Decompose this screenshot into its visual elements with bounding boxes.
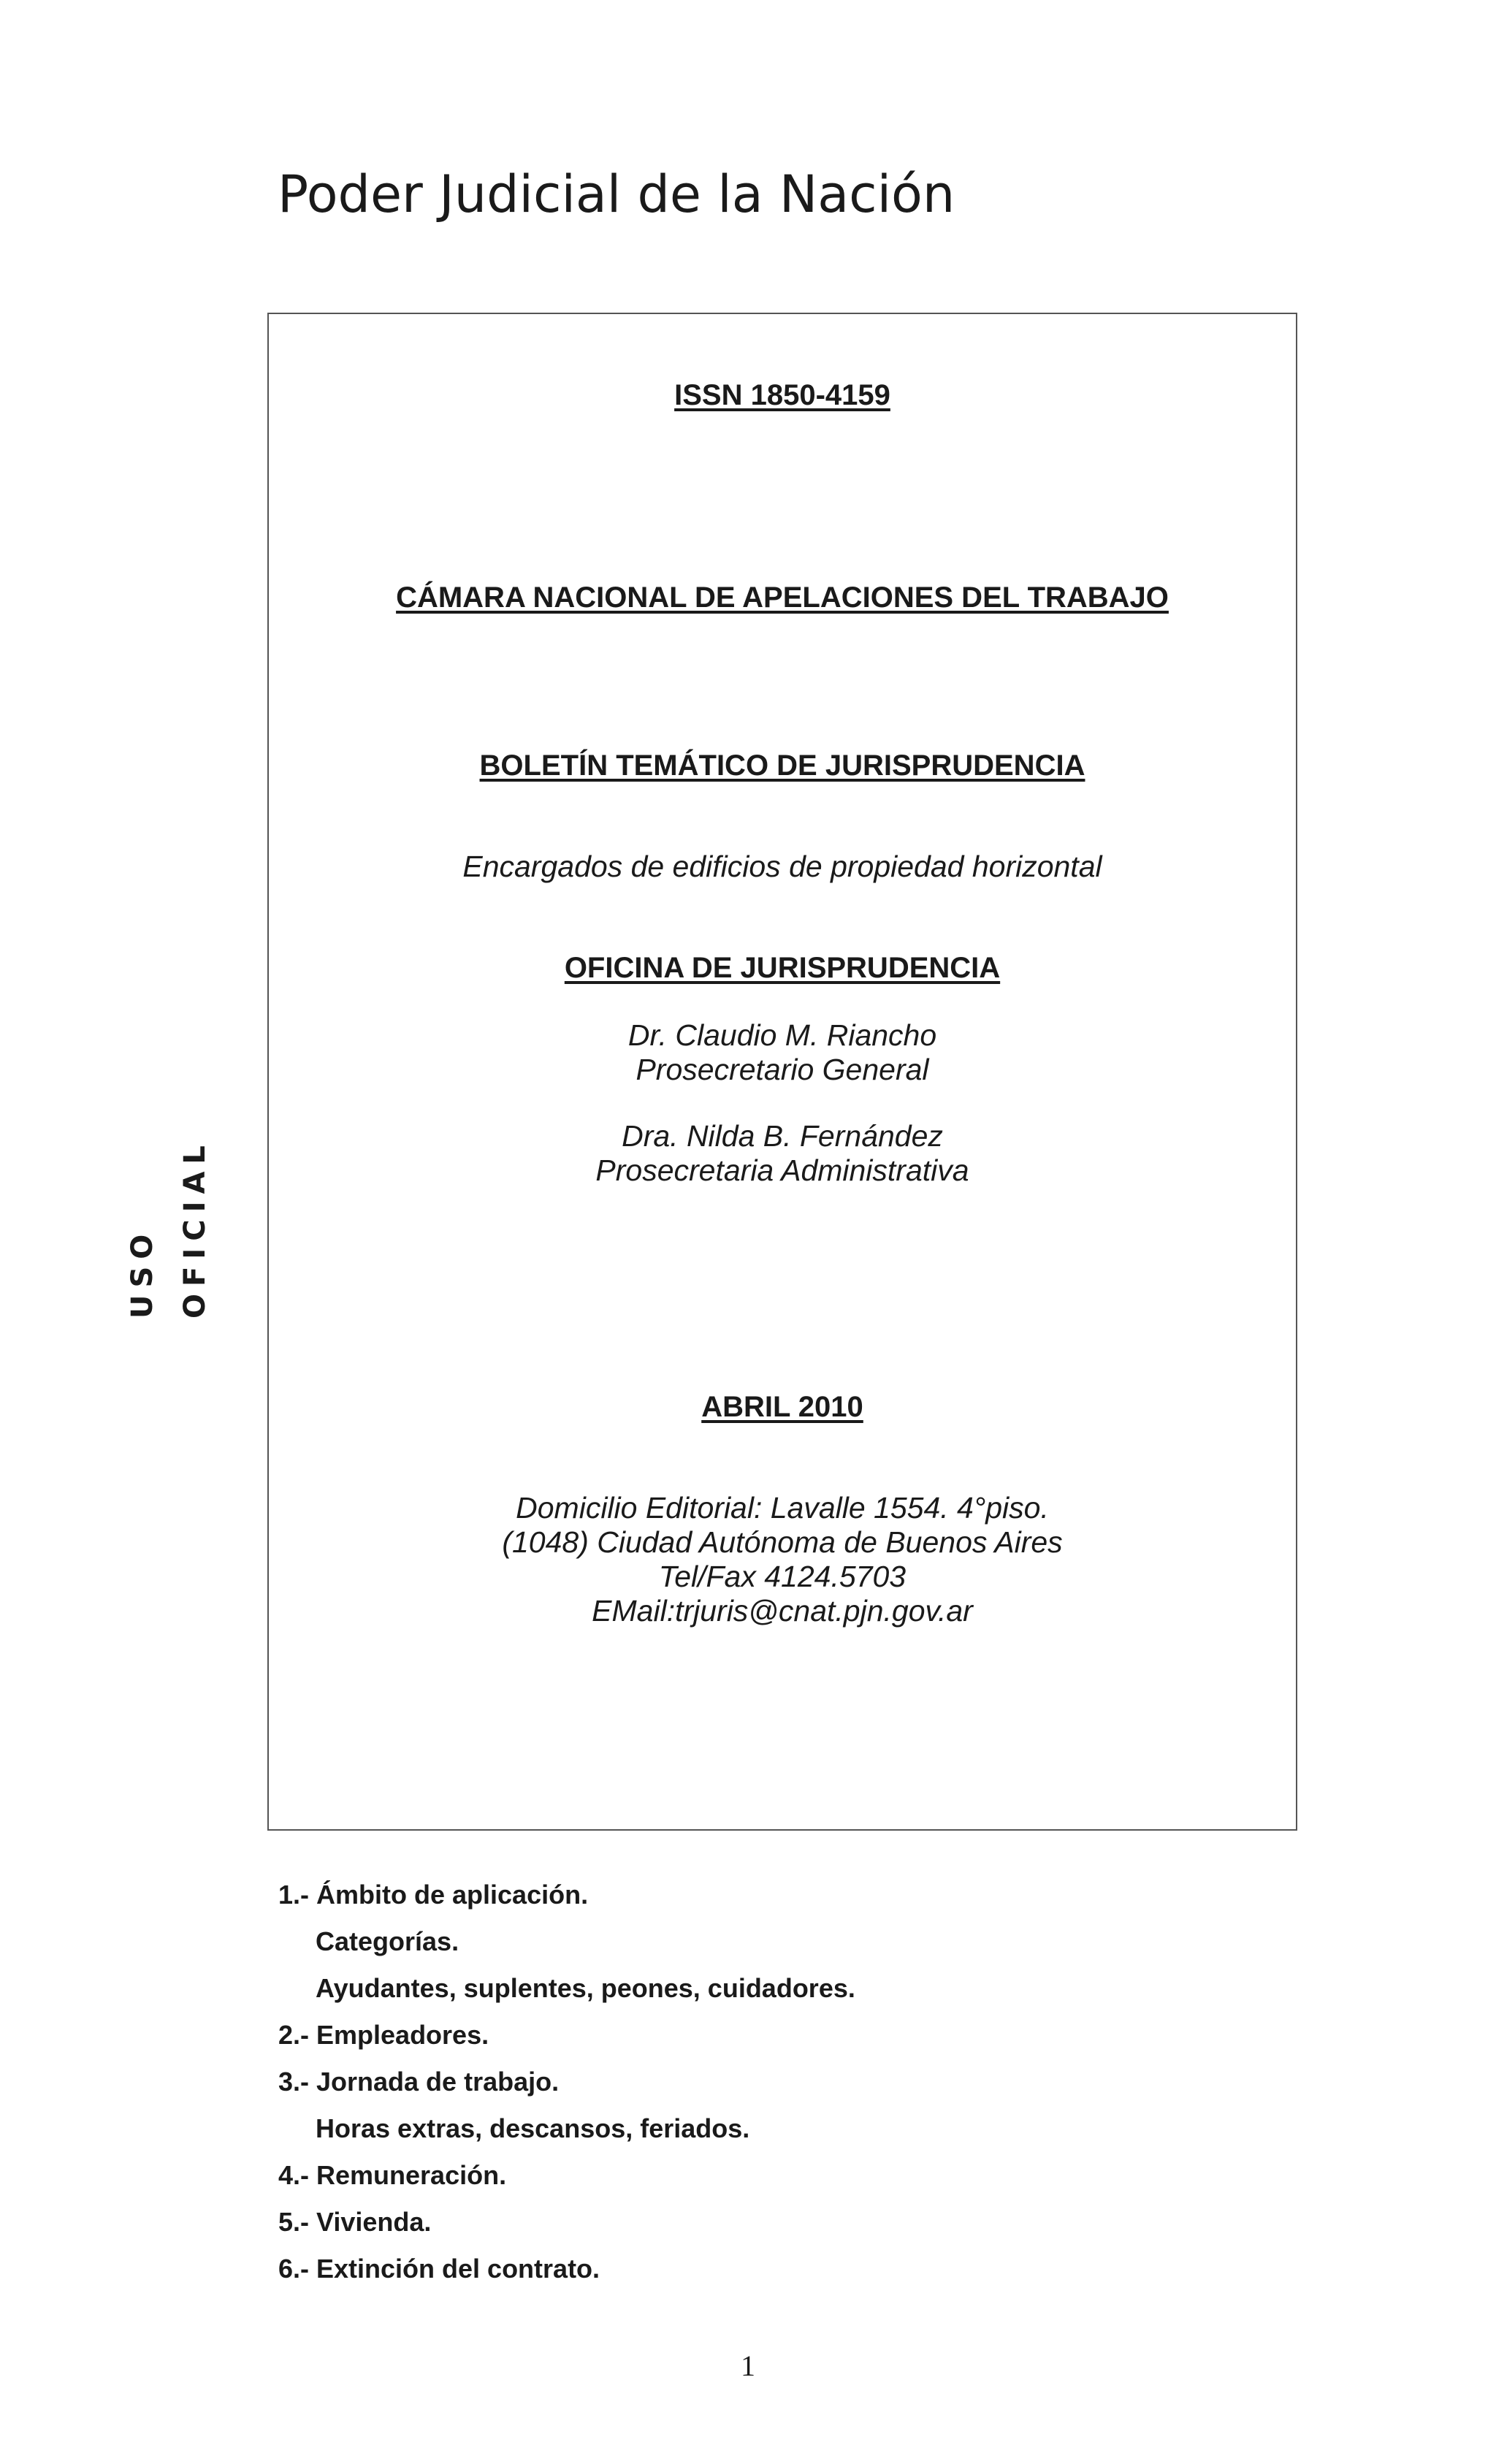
issn-number: ISSN 1850-4159 <box>674 379 890 411</box>
toc-item-1: 1.- Ámbito de aplicación. <box>278 1880 589 1910</box>
toc-item-6: 6.- Extinción del contrato. <box>278 2254 600 2284</box>
official-role-1: Prosecretario General <box>636 1053 929 1086</box>
toc-item-2: 2.- Empleadores. <box>278 2020 489 2050</box>
uso-oficial-stamp <box>126 1118 226 1322</box>
toc-item-4: 4.- Remuneración. <box>278 2160 507 2190</box>
official-name-2: Dra. Nilda B. Fernández <box>622 1119 943 1153</box>
bulletin-topic: Encargados de edificios de propiedad horizontal <box>462 850 1102 883</box>
uso-oficial-stamp-graphic <box>126 1118 226 1322</box>
official-role-2: Prosecretaria Administrativa <box>595 1153 969 1187</box>
address-line-1: Domicilio Editorial: Lavalle 1554. 4°piso. <box>516 1491 1049 1525</box>
official-name-1: Dr. Claudio M. Riancho <box>627 1018 937 1052</box>
office-name: OFICINA DE JURISPRUDENCIA <box>564 952 1001 984</box>
toc-item-5: 5.- Vivienda. <box>278 2207 432 2237</box>
address-line-2: (1048) Ciudad Autónoma de Buenos Aires <box>502 1525 1063 1559</box>
address-line-3: Tel/Fax 4124.5703 <box>658 1560 907 1593</box>
page-number: 1 <box>741 2349 755 2382</box>
stamp-line-2: OFICIAL <box>178 1138 212 1319</box>
court-name: CÁMARA NACIONAL DE APELACIONES DEL TRABAJO <box>396 581 1169 614</box>
page-header-title: Poder Judicial de la Nación <box>278 164 955 224</box>
toc-item-1-sub-2: Ayudantes, suplentes, peones, cuidadores. <box>316 1973 855 2003</box>
stamp-line-1: USO <box>126 1227 159 1319</box>
toc-item-3-sub-1: Horas extras, descansos, feriados. <box>316 2113 750 2143</box>
bulletin-title: BOLETÍN TEMÁTICO DE JURISPRUDENCIA <box>479 750 1085 782</box>
publication-date: ABRIL 2010 <box>701 1391 863 1423</box>
address-line-4: EMail:trjuris@cnat.pjn.gov.ar <box>592 1594 973 1628</box>
toc-item-3: 3.- Jornada de trabajo. <box>278 2067 560 2097</box>
toc-item-1-sub-1: Categorías. <box>316 1926 459 1956</box>
